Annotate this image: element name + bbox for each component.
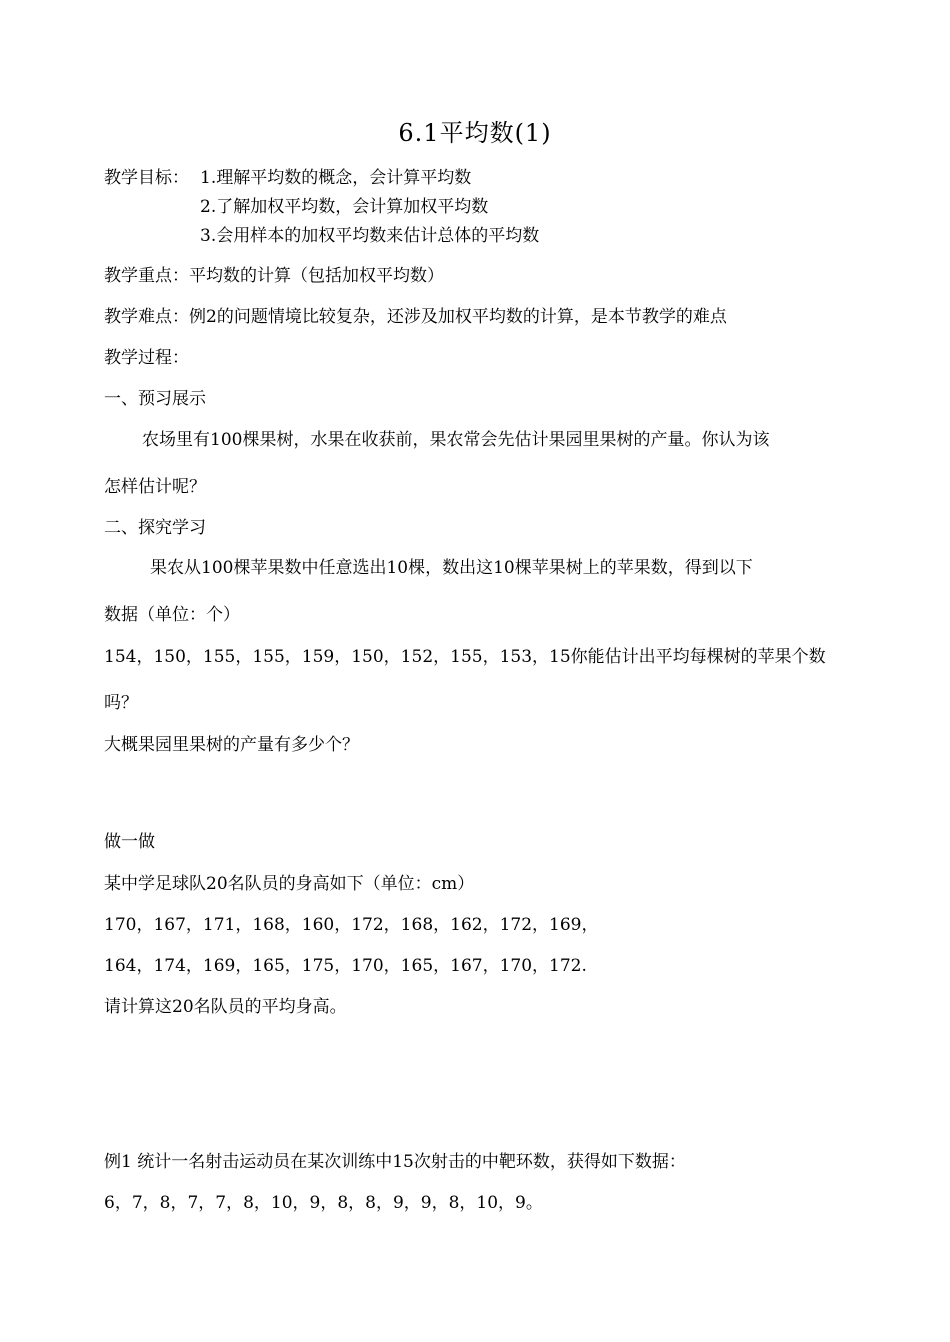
section1-heading: 一、预习展示 xyxy=(104,389,206,409)
section1-paragraph-line2: 怎样估计呢？ xyxy=(104,477,206,497)
practice-data-line2: 164，174，169，165，175，170，165，167，170，172. xyxy=(104,956,587,976)
example1-intro: 例1 统计一名射击运动员在某次训练中15次射击的中靶环数，获得如下数据： xyxy=(104,1152,686,1172)
page-title: 6.1平均数(1) xyxy=(398,119,552,147)
difficulty: 教学难点：例2的问题情境比较复杂，还涉及加权平均数的计算，是本节教学的难点 xyxy=(104,307,727,327)
section2-heading: 二、探究学习 xyxy=(104,518,206,538)
key-point: 教学重点：平均数的计算（包括加权平均数） xyxy=(104,266,444,286)
practice-data-line1: 170，167，171，168，160，172，168，162，172，169， xyxy=(104,915,599,935)
section2-question-end: 吗？ xyxy=(104,693,138,713)
objective-item-1: 1.理解平均数的概念，会计算平均数 xyxy=(200,168,472,188)
objectives-label: 教学目标： xyxy=(104,168,189,188)
objective-item-2: 2.了解加权平均数，会计算加权平均数 xyxy=(200,197,489,217)
section2-question2: 大概果园里果树的产量有多少个？ xyxy=(104,735,359,755)
section2-paragraph-line2: 数据（单位：个） xyxy=(104,605,240,625)
practice-heading: 做一做 xyxy=(104,832,155,852)
example1-data: 6，7，8，7，7，8，10，9，8，8，9，9，8，10，9。 xyxy=(104,1193,543,1213)
process-label: 教学过程： xyxy=(104,348,189,368)
practice-intro: 某中学足球队20名队员的身高如下（单位：cm） xyxy=(104,874,475,894)
objective-item-3: 3.会用样本的加权平均数来估计总体的平均数 xyxy=(200,226,540,246)
section1-paragraph-line1: 农场里有100棵果树，水果在收获前，果农常会先估计果园里果树的产量。你认为该 xyxy=(142,430,770,450)
practice-question: 请计算这20名队员的平均身高。 xyxy=(104,997,347,1017)
section2-paragraph-line1: 果农从100棵苹果数中任意选出10棵，数出这10棵苹果树上的苹果数，得到以下 xyxy=(150,558,753,578)
section2-data-line: 154，150，155，155，159，150，152，155，153，15你能估计出平均每棵树的苹果个数 xyxy=(104,647,826,667)
